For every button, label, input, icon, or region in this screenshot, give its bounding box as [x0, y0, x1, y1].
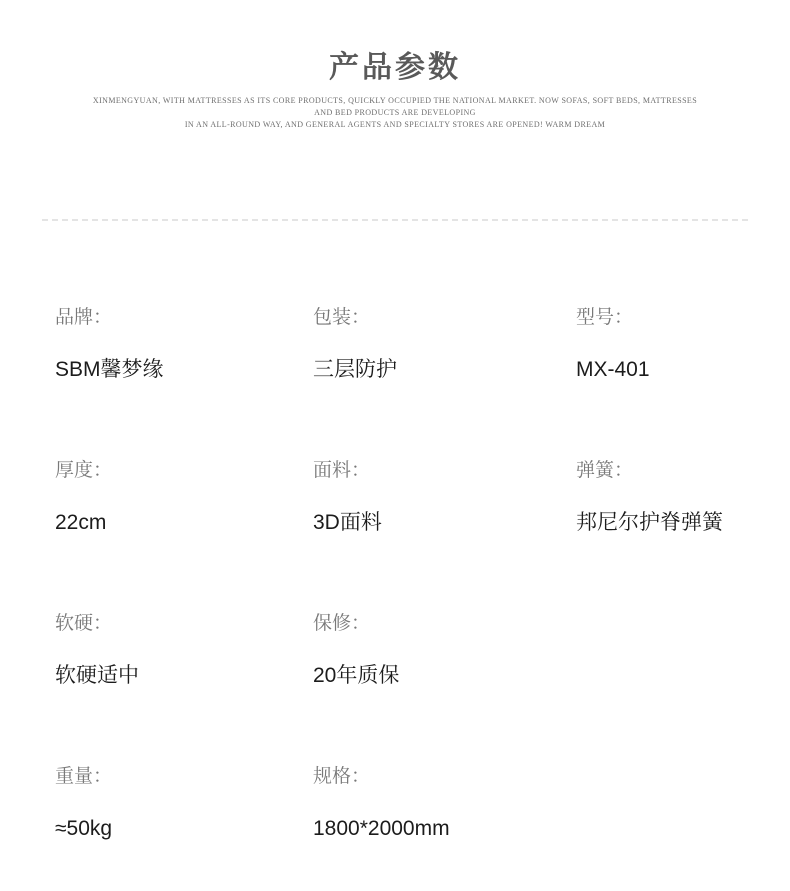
param-value: 22cm [55, 511, 107, 534]
param-value: 20年质保 [313, 664, 400, 687]
brand-tagline [60, 95, 730, 131]
param-value: 邦尼尔护脊弹簧 [576, 511, 723, 534]
param-value: 1800*2000mm [313, 817, 450, 840]
param-item-packaging [313, 305, 576, 458]
dashed-divider [42, 219, 748, 221]
param-item-firmness [55, 611, 313, 764]
param-item-weight [55, 764, 313, 891]
param-label: 品牌： [55, 307, 113, 328]
param-item-spring [576, 458, 760, 611]
param-label: 重量： [55, 766, 113, 787]
tagline-line-3: IN AN ALL-ROUND WAY, AND GENERAL AGENTS AND SPECIALTY STORES ARE OPENED! WARM DREAM [184, 120, 606, 129]
param-label: 弹簧： [576, 460, 634, 481]
param-label: 包装： [313, 307, 371, 328]
param-label: 型号： [576, 307, 634, 328]
param-label: 规格： [313, 766, 371, 787]
param-item-fabric [313, 458, 576, 611]
param-label: 面料： [313, 460, 371, 481]
page-title: 产品参数 [329, 51, 461, 84]
tagline-line-2: AND BED PRODUCTS ARE DEVELOPING [314, 108, 476, 117]
param-value: 三层防护 [313, 358, 397, 381]
param-label: 软硬： [55, 613, 113, 634]
param-value: ≈50kg [55, 817, 113, 840]
param-value: MX-401 [576, 358, 650, 381]
param-value: 软硬适中 [55, 664, 139, 687]
param-label: 厚度： [55, 460, 113, 481]
tagline-line-1: XINMENGYUAN, WITH MATTRESSES AS ITS CORE PRODUCTS, QUICKLY OCCUPIED THE NATIONAL MARKET. NOW SOFAS, SOFT BEDS, MATTRESSES [92, 96, 698, 105]
parameters-grid [55, 305, 760, 891]
param-item-warranty [313, 611, 576, 764]
param-label: 保修： [313, 613, 371, 634]
param-item-size [313, 764, 576, 891]
param-value: 3D面料 [313, 511, 382, 534]
param-item-brand [55, 305, 313, 458]
param-item-thickness [55, 458, 313, 611]
param-value: SBM馨梦缘 [55, 358, 164, 381]
param-spacer-row3 [576, 611, 760, 764]
param-item-model [576, 305, 760, 458]
